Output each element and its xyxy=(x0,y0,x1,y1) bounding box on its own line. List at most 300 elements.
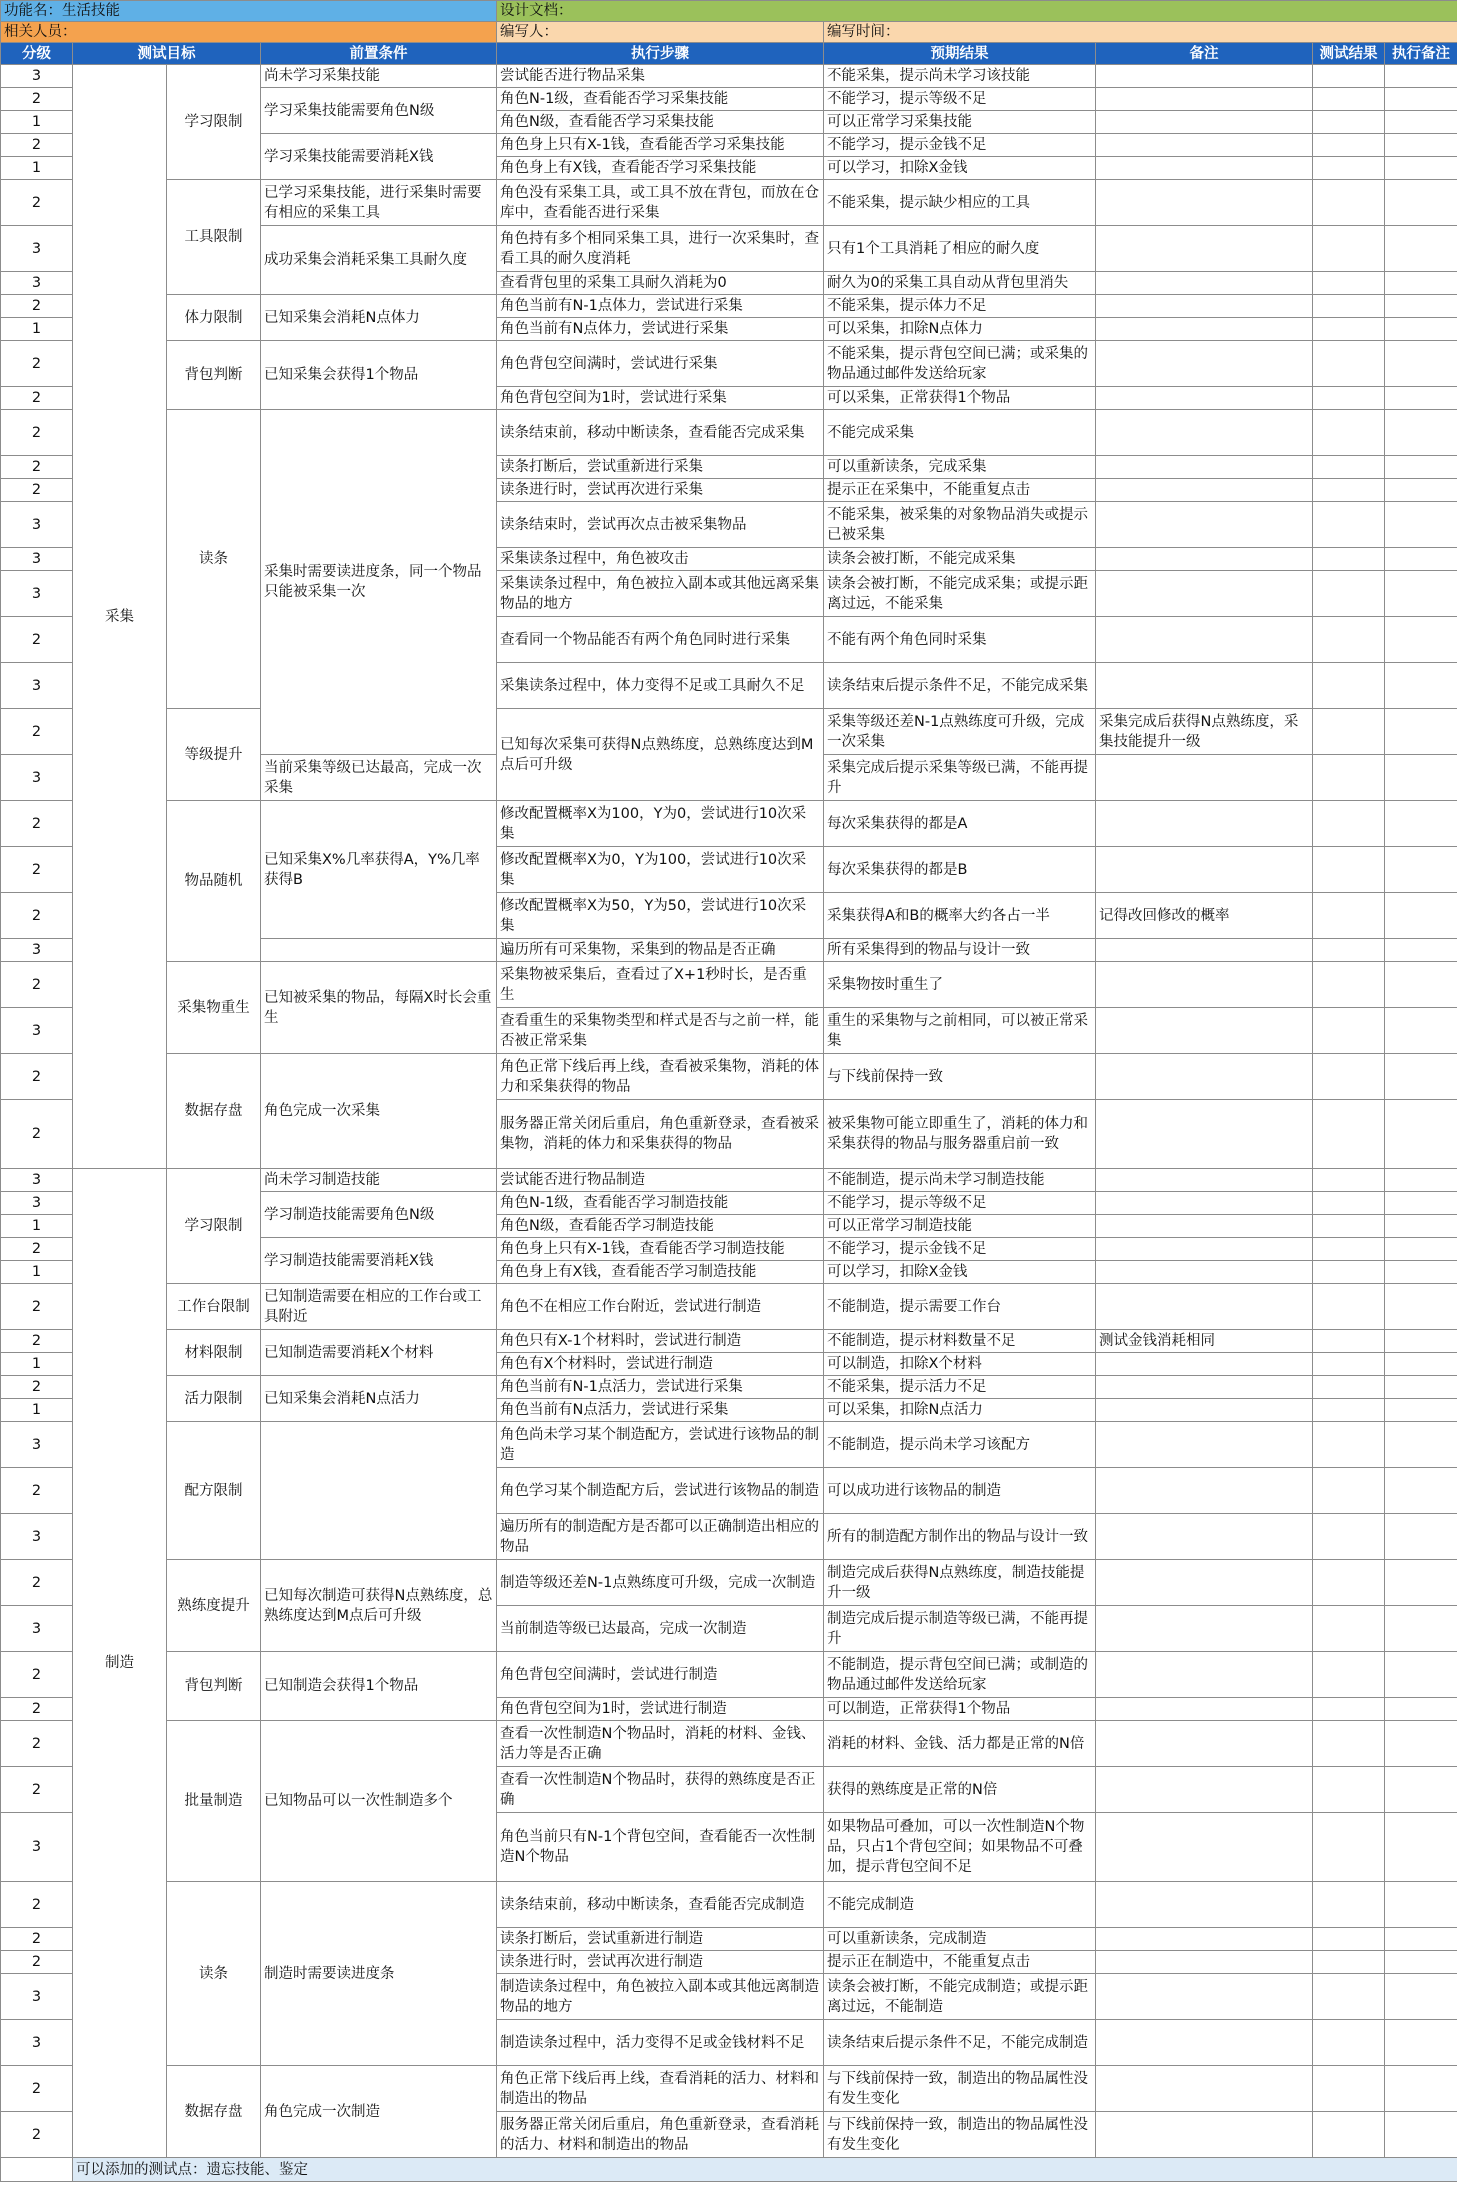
grade-cell[interactable]: 2 xyxy=(1,1928,73,1951)
precondition-cell[interactable]: 采集时需要读进度条，同一个物品只能被采集一次 xyxy=(261,410,497,755)
step-cell[interactable]: 角色N级，查看能否学习制造技能 xyxy=(497,1215,824,1238)
remark-cell[interactable] xyxy=(1096,1008,1313,1054)
column-header-steps[interactable]: 执行步骤 xyxy=(497,43,824,65)
exec-note-cell[interactable] xyxy=(1385,1951,1457,1974)
step-cell[interactable]: 修改配置概率X为0，Y为100，尝试进行10次采集 xyxy=(497,847,824,893)
remark-cell[interactable] xyxy=(1096,295,1313,318)
result-cell[interactable] xyxy=(1313,1169,1385,1192)
grade-cell[interactable]: 2 xyxy=(1,1468,73,1514)
expected-cell[interactable]: 可以制造，扣除X个材料 xyxy=(824,1353,1096,1376)
expected-cell[interactable]: 与下线前保持一致，制造出的物品属性没有发生变化 xyxy=(824,2112,1096,2158)
grade-cell[interactable]: 2 xyxy=(1,847,73,893)
step-cell[interactable]: 角色没有采集工具，或工具不放在背包，而放在仓库中，查看能否进行采集 xyxy=(497,180,824,226)
result-cell[interactable] xyxy=(1313,134,1385,157)
expected-cell[interactable]: 可以正常学习采集技能 xyxy=(824,111,1096,134)
sub-target-cell[interactable]: 活力限制 xyxy=(167,1376,261,1422)
step-cell[interactable]: 角色当前有N点活力，尝试进行采集 xyxy=(497,1399,824,1422)
step-cell[interactable]: 读条进行时，尝试再次进行制造 xyxy=(497,1951,824,1974)
sub-target-cell[interactable]: 材料限制 xyxy=(167,1330,261,1376)
grade-cell[interactable]: 2 xyxy=(1,617,73,663)
expected-cell[interactable]: 可以学习，扣除X金钱 xyxy=(824,157,1096,180)
step-cell[interactable]: 角色正常下线后再上线，查看被采集物，消耗的体力和采集获得的物品 xyxy=(497,1054,824,1100)
exec-note-cell[interactable] xyxy=(1385,479,1457,502)
expected-cell[interactable]: 不能完成采集 xyxy=(824,410,1096,456)
expected-cell[interactable]: 采集完成后提示采集等级已满，不能再提升 xyxy=(824,755,1096,801)
remark-cell[interactable] xyxy=(1096,341,1313,387)
remark-cell[interactable] xyxy=(1096,1560,1313,1606)
grade-cell[interactable]: 1 xyxy=(1,318,73,341)
step-cell[interactable]: 角色背包空间为1时，尝试进行制造 xyxy=(497,1698,824,1721)
remark-cell[interactable] xyxy=(1096,1100,1313,1169)
result-cell[interactable] xyxy=(1313,1330,1385,1353)
expected-cell[interactable]: 不能学习，提示金钱不足 xyxy=(824,134,1096,157)
expected-cell[interactable]: 读条会被打断，不能完成采集；或提示距离过远，不能采集 xyxy=(824,571,1096,617)
remark-cell[interactable] xyxy=(1096,410,1313,456)
exec-note-cell[interactable] xyxy=(1385,893,1457,939)
grade-cell[interactable]: 3 xyxy=(1,755,73,801)
remark-cell[interactable] xyxy=(1096,755,1313,801)
exec-note-cell[interactable] xyxy=(1385,1100,1457,1169)
remark-cell[interactable] xyxy=(1096,502,1313,548)
expected-cell[interactable]: 可以成功进行该物品的制造 xyxy=(824,1468,1096,1514)
result-cell[interactable] xyxy=(1313,1721,1385,1767)
step-cell[interactable]: 修改配置概率X为50，Y为50，尝试进行10次采集 xyxy=(497,893,824,939)
remark-cell[interactable] xyxy=(1096,1928,1313,1951)
exec-note-cell[interactable] xyxy=(1385,1399,1457,1422)
exec-note-cell[interactable] xyxy=(1385,1606,1457,1652)
sub-target-cell[interactable]: 背包判断 xyxy=(167,341,261,410)
grade-cell[interactable]: 2 xyxy=(1,801,73,847)
result-cell[interactable] xyxy=(1313,801,1385,847)
exec-note-cell[interactable] xyxy=(1385,1376,1457,1399)
grade-cell[interactable]: 2 xyxy=(1,456,73,479)
expected-cell[interactable]: 与下线前保持一致，制造出的物品属性没有发生变化 xyxy=(824,2066,1096,2112)
step-cell[interactable]: 角色尚未学习某个制造配方，尝试进行该物品的制造 xyxy=(497,1422,824,1468)
exec-note-cell[interactable] xyxy=(1385,1560,1457,1606)
remark-cell[interactable] xyxy=(1096,1606,1313,1652)
expected-cell[interactable]: 可以采集，扣除N点体力 xyxy=(824,318,1096,341)
grade-cell[interactable]: 2 xyxy=(1,1951,73,1974)
exec-note-cell[interactable] xyxy=(1385,1928,1457,1951)
grade-cell[interactable]: 2 xyxy=(1,1767,73,1813)
result-cell[interactable] xyxy=(1313,1261,1385,1284)
result-cell[interactable] xyxy=(1313,341,1385,387)
grade-cell[interactable]: 2 xyxy=(1,479,73,502)
result-cell[interactable] xyxy=(1313,111,1385,134)
step-cell[interactable]: 查看一次性制造N个物品时，消耗的材料、金钱、活力等是否正确 xyxy=(497,1721,824,1767)
remark-cell[interactable] xyxy=(1096,157,1313,180)
result-cell[interactable] xyxy=(1313,1767,1385,1813)
column-header-precondition[interactable]: 前置条件 xyxy=(261,43,497,65)
result-cell[interactable] xyxy=(1313,617,1385,663)
sub-target-cell[interactable]: 学习限制 xyxy=(167,1169,261,1284)
grade-cell[interactable]: 3 xyxy=(1,548,73,571)
remark-cell[interactable] xyxy=(1096,801,1313,847)
remark-cell[interactable]: 记得改回修改的概率 xyxy=(1096,893,1313,939)
step-cell[interactable]: 修改配置概率X为100，Y为0，尝试进行10次采集 xyxy=(497,801,824,847)
precondition-cell[interactable]: 已知采集会获得1个物品 xyxy=(261,341,497,410)
precondition-cell[interactable]: 学习采集技能需要消耗X钱 xyxy=(261,134,497,180)
expected-cell[interactable]: 提示正在采集中，不能重复点击 xyxy=(824,479,1096,502)
result-cell[interactable] xyxy=(1313,88,1385,111)
result-cell[interactable] xyxy=(1313,1215,1385,1238)
remark-cell[interactable] xyxy=(1096,1238,1313,1261)
remark-cell[interactable] xyxy=(1096,226,1313,272)
exec-note-cell[interactable] xyxy=(1385,571,1457,617)
precondition-cell[interactable]: 学习制造技能需要角色N级 xyxy=(261,1192,497,1238)
exec-note-cell[interactable] xyxy=(1385,1215,1457,1238)
precondition-cell[interactable]: 已知采集X%几率获得A，Y%几率获得B xyxy=(261,801,497,939)
expected-cell[interactable]: 制造完成后获得N点熟练度，制造技能提升一级 xyxy=(824,1560,1096,1606)
grade-cell[interactable]: 2 xyxy=(1,1330,73,1353)
result-cell[interactable] xyxy=(1313,1813,1385,1882)
grade-cell[interactable]: 3 xyxy=(1,939,73,962)
expected-cell[interactable]: 读条会被打断，不能完成制造；或提示距离过远，不能制造 xyxy=(824,1974,1096,2020)
precondition-cell[interactable]: 制造时需要读进度条 xyxy=(261,1882,497,2066)
step-cell[interactable]: 角色不在相应工作台附近，尝试进行制造 xyxy=(497,1284,824,1330)
remark-cell[interactable] xyxy=(1096,2112,1313,2158)
remark-cell[interactable] xyxy=(1096,1261,1313,1284)
remark-cell[interactable] xyxy=(1096,88,1313,111)
expected-cell[interactable]: 如果物品可叠加，可以一次性制造N个物品，只占1个背包空间；如果物品不可叠加，提示背包空间不足 xyxy=(824,1813,1096,1882)
result-cell[interactable] xyxy=(1313,1008,1385,1054)
remark-cell[interactable] xyxy=(1096,1767,1313,1813)
grade-cell[interactable]: 2 xyxy=(1,1721,73,1767)
step-cell[interactable]: 读条结束前，移动中断读条，查看能否完成采集 xyxy=(497,410,824,456)
grade-cell[interactable]: 3 xyxy=(1,1169,73,1192)
step-cell[interactable]: 遍历所有可采集物，采集到的物品是否正确 xyxy=(497,939,824,962)
exec-note-cell[interactable] xyxy=(1385,1422,1457,1468)
remark-cell[interactable] xyxy=(1096,1951,1313,1974)
precondition-cell[interactable]: 已知被采集的物品，每隔X时长会重生 xyxy=(261,962,497,1054)
result-cell[interactable] xyxy=(1313,295,1385,318)
exec-note-cell[interactable] xyxy=(1385,502,1457,548)
precondition-cell[interactable]: 学习采集技能需要角色N级 xyxy=(261,88,497,134)
grade-cell[interactable]: 2 xyxy=(1,962,73,1008)
step-cell[interactable]: 角色只有X-1个材料时，尝试进行制造 xyxy=(497,1330,824,1353)
step-cell[interactable]: 服务器正常关闭后重启，角色重新登录，查看被采集物，消耗的体力和采集获得的物品 xyxy=(497,1100,824,1169)
expected-cell[interactable]: 所有采集得到的物品与设计一致 xyxy=(824,939,1096,962)
precondition-cell[interactable]: 已知采集会消耗N点体力 xyxy=(261,295,497,341)
grade-cell[interactable]: 3 xyxy=(1,1813,73,1882)
remark-cell[interactable] xyxy=(1096,1698,1313,1721)
remark-cell[interactable] xyxy=(1096,2066,1313,2112)
remark-cell[interactable] xyxy=(1096,1169,1313,1192)
precondition-cell[interactable]: 已知每次采集可获得N点熟练度，总熟练度达到M点后可升级 xyxy=(497,709,824,801)
grade-cell[interactable]: 2 xyxy=(1,1376,73,1399)
grade-cell[interactable]: 2 xyxy=(1,1284,73,1330)
sub-target-cell[interactable]: 体力限制 xyxy=(167,295,261,341)
footer-note-cell[interactable]: 可以添加的测试点：遗忘技能、鉴定 xyxy=(73,2158,1457,2182)
result-cell[interactable] xyxy=(1313,410,1385,456)
expected-cell[interactable]: 可以重新读条，完成制造 xyxy=(824,1928,1096,1951)
result-cell[interactable] xyxy=(1313,939,1385,962)
exec-note-cell[interactable] xyxy=(1385,1882,1457,1928)
exec-note-cell[interactable] xyxy=(1385,1192,1457,1215)
remark-cell[interactable] xyxy=(1096,1054,1313,1100)
grade-cell[interactable]: 2 xyxy=(1,387,73,410)
grade-cell[interactable]: 3 xyxy=(1,272,73,295)
expected-cell[interactable]: 所有的制造配方制作出的物品与设计一致 xyxy=(824,1514,1096,1560)
remark-cell[interactable] xyxy=(1096,1284,1313,1330)
grade-cell[interactable]: 2 xyxy=(1,2066,73,2112)
remark-cell[interactable] xyxy=(1096,111,1313,134)
sub-target-cell[interactable]: 学习限制 xyxy=(167,65,261,180)
grade-cell[interactable]: 2 xyxy=(1,88,73,111)
result-cell[interactable] xyxy=(1313,1284,1385,1330)
expected-cell[interactable]: 制造完成后提示制造等级已满，不能再提升 xyxy=(824,1606,1096,1652)
remark-cell[interactable] xyxy=(1096,571,1313,617)
remark-cell[interactable] xyxy=(1096,1721,1313,1767)
grade-cell[interactable]: 3 xyxy=(1,1422,73,1468)
column-header-remark[interactable]: 备注 xyxy=(1096,43,1313,65)
expected-cell[interactable]: 不能采集，提示背包空间已满；或采集的物品通过邮件发送给玩家 xyxy=(824,341,1096,387)
step-cell[interactable]: 角色N-1级，查看能否学习采集技能 xyxy=(497,88,824,111)
result-cell[interactable] xyxy=(1313,65,1385,88)
exec-note-cell[interactable] xyxy=(1385,1238,1457,1261)
step-cell[interactable]: 角色当前有N-1点体力，尝试进行采集 xyxy=(497,295,824,318)
exec-note-cell[interactable] xyxy=(1385,1514,1457,1560)
exec-note-cell[interactable] xyxy=(1385,226,1457,272)
result-cell[interactable] xyxy=(1313,226,1385,272)
sub-target-cell[interactable]: 配方限制 xyxy=(167,1422,261,1560)
precondition-cell[interactable]: 角色完成一次采集 xyxy=(261,1054,497,1169)
grade-cell[interactable]: 3 xyxy=(1,1192,73,1215)
expected-cell[interactable]: 读条结束后提示条件不足，不能完成采集 xyxy=(824,663,1096,709)
remark-cell[interactable] xyxy=(1096,1353,1313,1376)
result-cell[interactable] xyxy=(1313,1238,1385,1261)
expected-cell[interactable]: 不能制造，提示背包空间已满；或制造的物品通过邮件发送给玩家 xyxy=(824,1652,1096,1698)
sub-target-cell[interactable]: 物品随机 xyxy=(167,801,261,962)
result-cell[interactable] xyxy=(1313,180,1385,226)
exec-note-cell[interactable] xyxy=(1385,1169,1457,1192)
remark-cell[interactable] xyxy=(1096,1422,1313,1468)
grade-cell[interactable]: 1 xyxy=(1,1215,73,1238)
exec-note-cell[interactable] xyxy=(1385,157,1457,180)
step-cell[interactable]: 角色N-1级，查看能否学习制造技能 xyxy=(497,1192,824,1215)
remark-cell[interactable] xyxy=(1096,1215,1313,1238)
remark-cell[interactable]: 测试金钱消耗相同 xyxy=(1096,1330,1313,1353)
result-cell[interactable] xyxy=(1313,548,1385,571)
exec-note-cell[interactable] xyxy=(1385,318,1457,341)
remark-cell[interactable] xyxy=(1096,1882,1313,1928)
grade-cell[interactable]: 3 xyxy=(1,1606,73,1652)
expected-cell[interactable]: 被采集物可能立即重生了，消耗的体力和采集获得的物品与服务器重启前一致 xyxy=(824,1100,1096,1169)
expected-cell[interactable]: 可以采集，正常获得1个物品 xyxy=(824,387,1096,410)
grade-cell[interactable]: 1 xyxy=(1,1353,73,1376)
expected-cell[interactable]: 不能采集，提示尚未学习该技能 xyxy=(824,65,1096,88)
exec-note-cell[interactable] xyxy=(1385,847,1457,893)
step-cell[interactable]: 查看一次性制造N个物品时，获得的熟练度是否正确 xyxy=(497,1767,824,1813)
exec-note-cell[interactable] xyxy=(1385,939,1457,962)
grade-cell[interactable]: 2 xyxy=(1,1054,73,1100)
exec-note-cell[interactable] xyxy=(1385,1813,1457,1882)
result-cell[interactable] xyxy=(1313,1399,1385,1422)
step-cell[interactable]: 遍历所有的制造配方是否都可以正确制造出相应的物品 xyxy=(497,1514,824,1560)
precondition-cell[interactable]: 已知制造会获得1个物品 xyxy=(261,1652,497,1721)
expected-cell[interactable]: 重生的采集物与之前相同，可以被正常采集 xyxy=(824,1008,1096,1054)
step-cell[interactable]: 角色身上只有X-1钱，查看能否学习制造技能 xyxy=(497,1238,824,1261)
step-cell[interactable]: 制造等级还差N-1点熟练度可升级，完成一次制造 xyxy=(497,1560,824,1606)
exec-note-cell[interactable] xyxy=(1385,111,1457,134)
sub-target-cell[interactable]: 工作台限制 xyxy=(167,1284,261,1330)
sub-target-cell[interactable]: 背包判断 xyxy=(167,1652,261,1721)
exec-note-cell[interactable] xyxy=(1385,2020,1457,2066)
step-cell[interactable]: 角色当前只有N-1个背包空间，查看能否一次性制造N个物品 xyxy=(497,1813,824,1882)
step-cell[interactable]: 角色身上只有X-1钱，查看能否学习采集技能 xyxy=(497,134,824,157)
exec-note-cell[interactable] xyxy=(1385,801,1457,847)
step-cell[interactable]: 读条进行时，尝试再次进行采集 xyxy=(497,479,824,502)
precondition-cell[interactable]: 学习制造技能需要消耗X钱 xyxy=(261,1238,497,1284)
grade-cell[interactable]: 3 xyxy=(1,2020,73,2066)
exec-note-cell[interactable] xyxy=(1385,755,1457,801)
grade-cell[interactable]: 3 xyxy=(1,65,73,88)
sub-target-cell[interactable]: 熟练度提升 xyxy=(167,1560,261,1652)
precondition-cell[interactable]: 成功采集会消耗采集工具耐久度 xyxy=(261,226,497,295)
step-cell[interactable]: 采集读条过程中，体力变得不足或工具耐久不足 xyxy=(497,663,824,709)
exec-note-cell[interactable] xyxy=(1385,1330,1457,1353)
result-cell[interactable] xyxy=(1313,1698,1385,1721)
expected-cell[interactable]: 与下线前保持一致 xyxy=(824,1054,1096,1100)
grade-cell[interactable]: 3 xyxy=(1,571,73,617)
expected-cell[interactable]: 消耗的材料、金钱、活力都是正常的N倍 xyxy=(824,1721,1096,1767)
expected-cell[interactable]: 不能采集，提示缺少相应的工具 xyxy=(824,180,1096,226)
step-cell[interactable]: 采集读条过程中，角色被攻击 xyxy=(497,548,824,571)
step-cell[interactable]: 角色背包空间为1时，尝试进行采集 xyxy=(497,387,824,410)
remark-cell[interactable] xyxy=(1096,134,1313,157)
remark-cell[interactable] xyxy=(1096,456,1313,479)
result-cell[interactable] xyxy=(1313,1376,1385,1399)
sub-target-cell[interactable]: 采集物重生 xyxy=(167,962,261,1054)
precondition-cell[interactable]: 尚未学习制造技能 xyxy=(261,1169,497,1192)
grade-cell[interactable]: 3 xyxy=(1,502,73,548)
exec-note-cell[interactable] xyxy=(1385,2112,1457,2158)
date-cell[interactable]: 编写时间： xyxy=(824,22,1457,43)
grade-cell[interactable]: 2 xyxy=(1,2112,73,2158)
expected-cell[interactable]: 读条会被打断，不能完成采集 xyxy=(824,548,1096,571)
expected-cell[interactable]: 提示正在制造中，不能重复点击 xyxy=(824,1951,1096,1974)
grade-cell[interactable]: 2 xyxy=(1,1100,73,1169)
exec-note-cell[interactable] xyxy=(1385,88,1457,111)
step-cell[interactable]: 角色N级，查看能否学习采集技能 xyxy=(497,111,824,134)
exec-note-cell[interactable] xyxy=(1385,272,1457,295)
step-cell[interactable]: 当前制造等级已达最高，完成一次制造 xyxy=(497,1606,824,1652)
step-cell[interactable]: 角色当前有N-1点活力，尝试进行采集 xyxy=(497,1376,824,1399)
expected-cell[interactable]: 只有1个工具消耗了相应的耐久度 xyxy=(824,226,1096,272)
expected-cell[interactable]: 不能有两个角色同时采集 xyxy=(824,617,1096,663)
result-cell[interactable] xyxy=(1313,1100,1385,1169)
grade-cell[interactable]: 2 xyxy=(1,1882,73,1928)
expected-cell[interactable]: 可以重新读条，完成采集 xyxy=(824,456,1096,479)
grade-cell[interactable]: 3 xyxy=(1,663,73,709)
step-cell[interactable]: 尝试能否进行物品制造 xyxy=(497,1169,824,1192)
result-cell[interactable] xyxy=(1313,2112,1385,2158)
remark-cell[interactable] xyxy=(1096,1376,1313,1399)
expected-cell[interactable]: 采集获得A和B的概率大约各占一半 xyxy=(824,893,1096,939)
result-cell[interactable] xyxy=(1313,2066,1385,2112)
step-cell[interactable]: 读条结束前，移动中断读条，查看能否完成制造 xyxy=(497,1882,824,1928)
expected-cell[interactable]: 不能采集，被采集的对象物品消失或提示已被采集 xyxy=(824,502,1096,548)
result-cell[interactable] xyxy=(1313,1652,1385,1698)
author-cell[interactable]: 编写人： xyxy=(497,22,824,43)
exec-note-cell[interactable] xyxy=(1385,617,1457,663)
remark-cell[interactable] xyxy=(1096,2020,1313,2066)
grade-cell[interactable]: 1 xyxy=(1,157,73,180)
remark-cell[interactable] xyxy=(1096,617,1313,663)
grade-cell[interactable]: 2 xyxy=(1,709,73,755)
expected-cell[interactable]: 每次采集获得的都是A xyxy=(824,801,1096,847)
exec-note-cell[interactable] xyxy=(1385,456,1457,479)
grade-cell[interactable]: 1 xyxy=(1,111,73,134)
result-cell[interactable] xyxy=(1313,502,1385,548)
step-cell[interactable]: 查看同一个物品能否有两个角色同时进行采集 xyxy=(497,617,824,663)
result-cell[interactable] xyxy=(1313,318,1385,341)
exec-note-cell[interactable] xyxy=(1385,1261,1457,1284)
step-cell[interactable]: 读条打断后，尝试重新进行采集 xyxy=(497,456,824,479)
precondition-cell[interactable]: 已知物品可以一次性制造多个 xyxy=(261,1721,497,1882)
exec-note-cell[interactable] xyxy=(1385,1698,1457,1721)
step-cell[interactable]: 采集物被采集后，查看过了X+1秒时长，是否重生 xyxy=(497,962,824,1008)
remark-cell[interactable] xyxy=(1096,1399,1313,1422)
grade-cell[interactable]: 2 xyxy=(1,180,73,226)
step-cell[interactable]: 查看重生的采集物类型和样式是否与之前一样，能否被正常采集 xyxy=(497,1008,824,1054)
step-cell[interactable]: 制造读条过程中，角色被拉入副本或其他远离制造物品的地方 xyxy=(497,1974,824,2020)
exec-note-cell[interactable] xyxy=(1385,134,1457,157)
column-header-expected[interactable]: 预期结果 xyxy=(824,43,1096,65)
remark-cell[interactable] xyxy=(1096,548,1313,571)
exec-note-cell[interactable] xyxy=(1385,1353,1457,1376)
grade-cell[interactable]: 2 xyxy=(1,295,73,318)
step-cell[interactable]: 采集等级还差N-1点熟练度可升级，完成一次采集 xyxy=(824,709,1096,755)
grade-cell[interactable]: 2 xyxy=(1,1238,73,1261)
remark-cell[interactable] xyxy=(1096,387,1313,410)
exec-note-cell[interactable] xyxy=(1385,180,1457,226)
sub-target-cell[interactable]: 等级提升 xyxy=(167,709,261,801)
exec-note-cell[interactable] xyxy=(1385,387,1457,410)
expected-cell[interactable]: 耐久为0的采集工具自动从背包里消失 xyxy=(824,272,1096,295)
exec-note-cell[interactable] xyxy=(1385,663,1457,709)
exec-note-cell[interactable] xyxy=(1385,1468,1457,1514)
grade-cell[interactable]: 2 xyxy=(1,341,73,387)
design-doc-cell[interactable]: 设计文档： xyxy=(497,1,1457,22)
grade-cell[interactable]: 2 xyxy=(1,1698,73,1721)
result-cell[interactable] xyxy=(1313,456,1385,479)
remark-cell[interactable] xyxy=(1096,847,1313,893)
grade-cell[interactable]: 2 xyxy=(1,1652,73,1698)
grade-cell[interactable]: 2 xyxy=(1,893,73,939)
remark-cell[interactable] xyxy=(1096,272,1313,295)
result-cell[interactable] xyxy=(1313,1054,1385,1100)
result-cell[interactable] xyxy=(1313,479,1385,502)
expected-cell[interactable]: 采集完成后获得N点熟练度，采集技能提升一级 xyxy=(1096,709,1313,755)
result-cell[interactable] xyxy=(1313,962,1385,1008)
result-cell[interactable] xyxy=(1313,1951,1385,1974)
expected-cell[interactable]: 不能采集，提示活力不足 xyxy=(824,1376,1096,1399)
remark-cell[interactable] xyxy=(1096,1974,1313,2020)
step-cell[interactable]: 角色身上有X钱，查看能否学习采集技能 xyxy=(497,157,824,180)
result-cell[interactable] xyxy=(1313,1353,1385,1376)
related-people-cell[interactable]: 相关人员： xyxy=(1,22,497,43)
remark-cell[interactable] xyxy=(1096,663,1313,709)
result-cell[interactable] xyxy=(1313,663,1385,709)
step-cell[interactable]: 制造读条过程中，活力变得不足或金钱材料不足 xyxy=(497,2020,824,2066)
exec-note-cell[interactable] xyxy=(1385,341,1457,387)
grade-cell[interactable]: 3 xyxy=(1,1008,73,1054)
step-cell[interactable]: 当前采集等级已达最高，完成一次采集 xyxy=(261,755,497,801)
expected-cell[interactable]: 采集物按时重生了 xyxy=(824,962,1096,1008)
result-cell[interactable] xyxy=(1313,1192,1385,1215)
result-cell[interactable] xyxy=(1313,893,1385,939)
